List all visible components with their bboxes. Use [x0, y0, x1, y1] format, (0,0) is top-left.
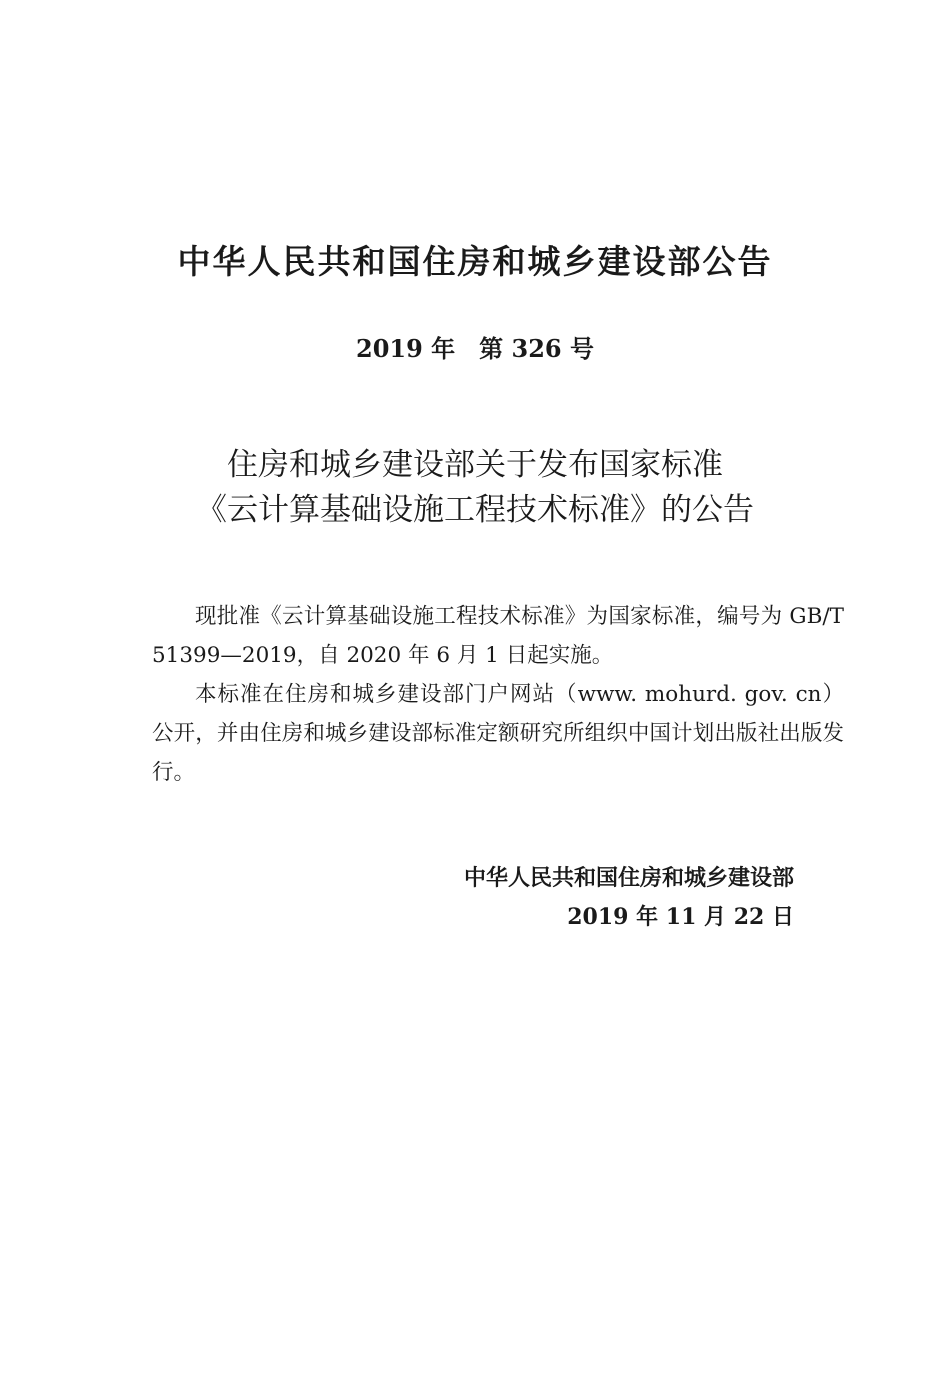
signature-organization: 中华人民共和国住房和城乡建设部: [463, 866, 794, 891]
announcement-body: [152, 597, 844, 792]
subtitle-line-1: 住房和城乡建设部关于发布国家标准: [227, 447, 723, 483]
announcement-number: 2019 年 第 326 号: [356, 334, 594, 363]
body-paragraph-2: 本标准在住房和城乡建设部门户网站（www. mohurd. gov. cn）公开，并由住房和城乡建设部标准定额研究所组织中国计划出版社出版发行。: [152, 682, 844, 785]
announcement-heading: 中华人民共和国住房和城乡建设部公告: [177, 242, 773, 281]
subtitle-line-2: 《云计算基础设施工程技术标准》的公告: [196, 492, 754, 528]
signature-date: 2019 年 11 月 22 日: [567, 904, 794, 930]
signature-block: [464, 860, 794, 936]
announcement-subtitle: [0, 443, 950, 533]
body-paragraph-1: 现批准《云计算基础设施工程技术标准》为国家标准，编号为 GB/T 51399—2019，自 2020 年 6 月 1 日起实施。: [152, 604, 844, 668]
